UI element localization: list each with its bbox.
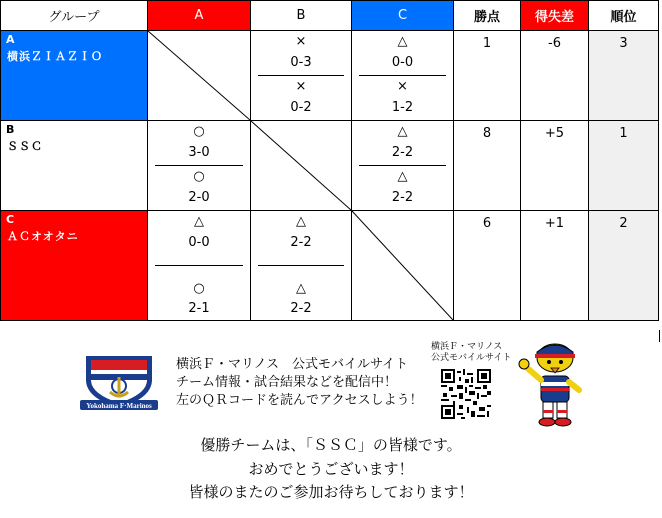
team-name: ＡＣオオタニ bbox=[7, 230, 79, 243]
match-score: 2-0 bbox=[188, 190, 210, 205]
result-mark: × bbox=[397, 79, 408, 94]
match-score: 0-0 bbox=[188, 235, 210, 250]
mascot-icon bbox=[515, 340, 590, 428]
match-cell bbox=[251, 31, 352, 121]
separator bbox=[155, 165, 243, 166]
team-code: A bbox=[6, 33, 15, 46]
diff-value: +1 bbox=[544, 216, 565, 231]
ad-line-1: 横浜Ｆ・マリノス 公式モバイルサイト bbox=[176, 357, 409, 372]
separator bbox=[359, 75, 446, 76]
marinos-logo bbox=[80, 350, 158, 412]
team-name: 横浜ＺＩＡＺＩＯ bbox=[7, 50, 103, 63]
closing-message: 皆様のまたのご参加お待ちしております！ bbox=[188, 483, 474, 501]
match-score: 0-3 bbox=[290, 55, 312, 70]
rank-value: 1 bbox=[619, 126, 628, 141]
team-code: C bbox=[6, 213, 15, 226]
result-mark: △ bbox=[397, 169, 408, 184]
separator bbox=[258, 75, 344, 76]
ad-line-2: チーム情報・試合結果などを配信中！ bbox=[176, 375, 398, 390]
match-score: 2-2 bbox=[391, 190, 414, 205]
match-score: 3-0 bbox=[188, 145, 210, 160]
separator bbox=[155, 265, 243, 266]
header-diff: 得失差 bbox=[521, 1, 589, 31]
qr-caption-1: 横浜Ｆ・マリノス bbox=[431, 342, 503, 352]
header-b: B bbox=[251, 1, 352, 31]
points-value: 6 bbox=[482, 216, 492, 231]
result-mark: ○ bbox=[193, 281, 205, 296]
team-row-c bbox=[1, 211, 659, 321]
qr-code-icon bbox=[441, 369, 491, 419]
match-score: 2-2 bbox=[290, 235, 312, 250]
match-cell bbox=[352, 31, 454, 121]
separator bbox=[359, 165, 446, 166]
self-match-cell bbox=[148, 31, 251, 121]
match-score: 0-2 bbox=[290, 100, 312, 115]
points-cell bbox=[454, 121, 521, 211]
team-name-cell bbox=[1, 121, 148, 211]
self-match-cell bbox=[352, 211, 454, 321]
rank-cell bbox=[589, 31, 659, 121]
team-row-a bbox=[1, 31, 659, 121]
diff-value: -6 bbox=[548, 36, 561, 51]
points-cell bbox=[454, 31, 521, 121]
separator bbox=[258, 265, 344, 266]
match-score: 0-0 bbox=[391, 55, 414, 70]
congrats-message: おめでとうございます！ bbox=[248, 460, 414, 478]
header-rank: 順位 bbox=[589, 1, 659, 31]
team-name: ＳＳＣ bbox=[7, 140, 43, 153]
match-score: 2-2 bbox=[290, 301, 312, 316]
result-mark: ○ bbox=[193, 124, 205, 139]
points-value: 8 bbox=[482, 126, 492, 141]
points-value: 1 bbox=[482, 36, 492, 51]
diagonal-line bbox=[352, 211, 453, 320]
diff-value: +5 bbox=[544, 126, 565, 141]
result-mark: △ bbox=[194, 214, 204, 229]
header-row bbox=[1, 1, 659, 31]
rank-value: 2 bbox=[619, 216, 628, 231]
rank-cell bbox=[589, 211, 659, 321]
diagonal-line bbox=[251, 121, 351, 210]
edge-mark bbox=[659, 330, 660, 342]
result-mark: △ bbox=[296, 214, 306, 229]
diff-cell bbox=[521, 211, 589, 321]
team-name-cell bbox=[1, 211, 148, 321]
header-c: C bbox=[352, 1, 454, 31]
diff-cell bbox=[521, 121, 589, 211]
result-mark: × bbox=[295, 79, 307, 94]
diagonal-line bbox=[148, 31, 250, 120]
qr-caption-2: 公式モバイルサイト bbox=[431, 353, 512, 363]
team-name-cell bbox=[1, 31, 148, 121]
match-score: 2-2 bbox=[391, 145, 414, 160]
diff-cell bbox=[521, 31, 589, 121]
points-cell bbox=[454, 211, 521, 321]
result-mark: △ bbox=[296, 281, 306, 296]
header-group: グループ bbox=[1, 1, 148, 31]
match-score: 1-2 bbox=[391, 100, 414, 115]
result-mark: × bbox=[295, 34, 307, 49]
result-mark: ○ bbox=[193, 169, 205, 184]
header-points: 勝点 bbox=[454, 1, 521, 31]
match-score: 2-1 bbox=[188, 301, 210, 316]
winner-message: 優勝チームは、「ＳＳＣ」の皆様です。 bbox=[200, 436, 462, 454]
match-cell bbox=[352, 121, 454, 211]
team-code: B bbox=[6, 123, 15, 136]
match-cell bbox=[148, 211, 251, 321]
match-cell bbox=[148, 121, 251, 211]
result-mark: △ bbox=[397, 34, 408, 49]
svg-text:Yokohama F·Marinos: Yokohama F·Marinos bbox=[86, 402, 152, 410]
result-mark: △ bbox=[397, 124, 408, 139]
header-a: A bbox=[148, 1, 251, 31]
rank-value: 3 bbox=[619, 36, 628, 51]
ad-line-3: 左のＱＲコードを読んでアクセスしよう！ bbox=[176, 393, 423, 408]
self-match-cell bbox=[251, 121, 352, 211]
rank-cell bbox=[589, 121, 659, 211]
team-row-b bbox=[1, 121, 659, 211]
match-cell bbox=[251, 211, 352, 321]
